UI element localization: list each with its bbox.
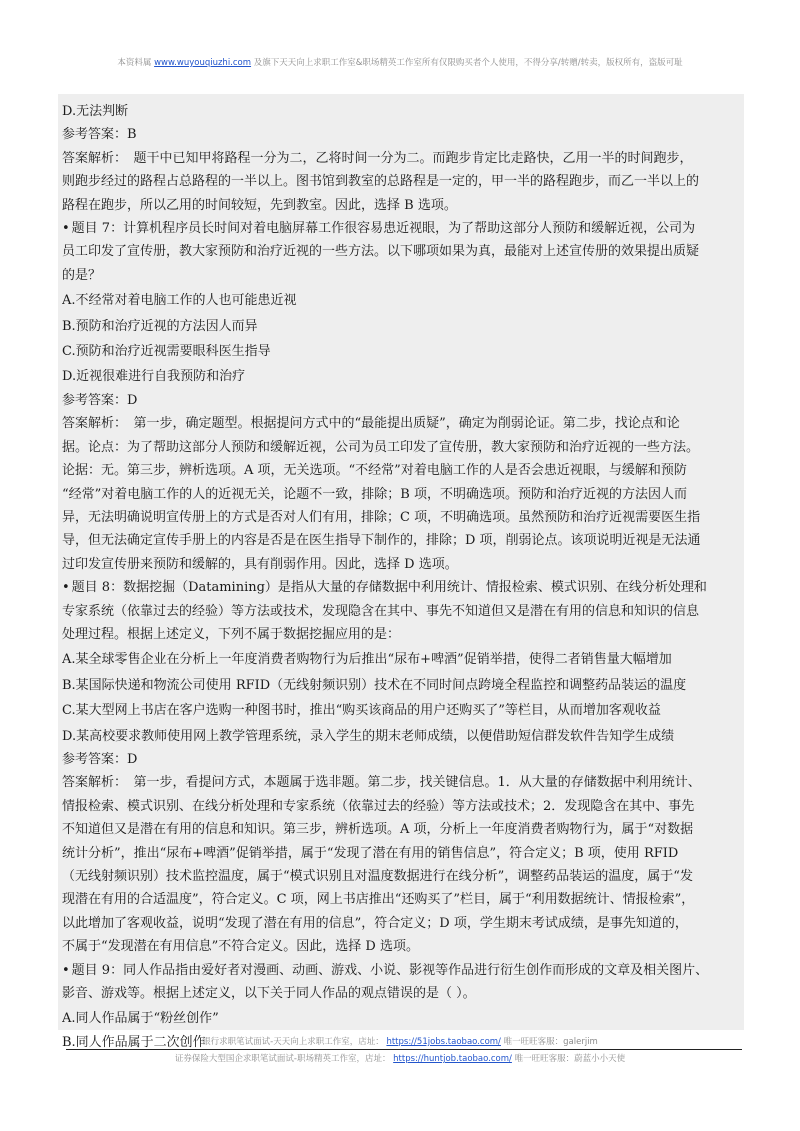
text-line: 不属于“发现潜在有用信息”不符合定义。因此，选择 D 选项。 — [62, 939, 419, 955]
footer-line-2-text: 证券保险大型国企求职笔试面试-职场精英工作室，店址： — [174, 1054, 391, 1064]
text-line: 员工印发了宣传册，教大家预防和治疗近视的一些方法。以下哪项如果为真，最能对上述宣传册的效果提出质疑 — [62, 244, 700, 260]
text-line: 答案解析： 第一步，确定题型。根据提问方式中的“最能提出质疑”，确定为削弱论证。第二步，找论点和论 — [62, 416, 680, 432]
text-line: “经常”对着电脑工作的人的近视无关，论题不一致，排除；B 项，不明确选项。预防和治疗近视的方法因人而 — [62, 486, 687, 502]
text-line: 据。论点：为了帮助这部分人预防和缓解近视，公司为员工印发了宣传册，教大家预防和治疗近视的一些方法。 — [62, 439, 700, 455]
text-line: 的是？ — [62, 267, 102, 283]
footer-line-2 — [0, 1052, 800, 1064]
text-line: D.近视很难进行自我预防和治疗 — [62, 369, 246, 385]
question-heading: • 题目 8：数据挖掘（Datamining）是指从大量的存储数据中利用统计、情报检索、模式识别、在线分析处理和 — [62, 576, 738, 599]
text-line: 处理过程。根据上述定义，下列不属于数据挖掘应用的是： — [62, 626, 401, 642]
text-line: 现潜在有用的合适温度”，符合定义。C 项，网上书店推出“还购买了”栏目，属于“利用数据统计、情报检索”， — [62, 892, 695, 908]
text-line: 专家系统（依靠过去的经验）等方法或技术，发现隐含在其中、事先不知道但又是潜在有用的信息和知识的信息 — [62, 603, 700, 619]
text-line: 不知道但又是潜在有用的信息和知识。第三步，辨析选项。A 项，分析上一年度消费者购物行为，属于“对数据 — [62, 822, 694, 838]
text-line: 则跑步经过的路程占总路程的一半以上。图书馆到教室的总路程是一定的，甲一半的路程跑步，而乙一半以上的 — [62, 174, 700, 190]
question-heading: • 题目 7：计算机程序员长时间对着电脑屏幕工作很容易患近视眼，为了帮助这部分人预防和缓解近视，公司为 — [62, 217, 738, 240]
header-prefix: 本资料属 — [117, 58, 152, 68]
header-site-link[interactable]: www.wuyouqiuzhi.com — [154, 58, 252, 68]
text-line: B.预防和治疗近视的方法因人而异 — [62, 318, 258, 334]
text-line: 以此增加了客观收益，说明“发现了潜在有用的信息”，符合定义；D 项，学生期末考试成绩，是事先知道的， — [62, 915, 688, 931]
text-line: 答案解析： 第一步，看提问方式，本题属于选非题。第二步，找关键信息。1．从大量的存储数据中利用统计、 — [62, 775, 701, 791]
text-line: 论据：无。第三步，辨析选项。A 项，无关选项。“不经常”对着电脑工作的人是否会患近视眼，与缓解和预防 — [62, 463, 687, 479]
text-line: 情报检索、模式识别、在线分析处理和专家系统（依靠过去的经验）等方法或技术；2．发现隐含在其中、事先 — [62, 798, 695, 814]
text-line: C.预防和治疗近视需要眼科医生指导 — [62, 344, 271, 360]
footer-shop-link-1[interactable]: https://51jobs.taobao.com/ — [386, 1037, 501, 1047]
text-line: B.某国际快递和物流公司使用 RFID（无线射频识别）技术在不同时间点跨境全程监控和调整药品装运的温度 — [62, 677, 687, 693]
footer-shop-link-2[interactable]: https://huntjob.taobao.com/ — [393, 1054, 512, 1064]
text-line: 统计分析”，推出“尿布+啤酒”促销举措，属于“发现了潜在有用的销售信息”，符合定义；B 项，使用 RFID — [62, 845, 679, 861]
text-line: C.某大型网上书店在客户选购一种图书时，推出“购买该商品的用户还购买了”等栏目，从而增加客观收益 — [62, 703, 661, 719]
header-suffix: 及旗下天天向上求职工作室&职场精英工作室所有仅限购买者个人使用，不得分享/转赠/转卖，版权所有，盗版可耻 — [253, 58, 683, 68]
text-line: 参考答案：B — [62, 127, 137, 143]
footer-divider — [66, 1049, 742, 1050]
footer-line-1 — [0, 1035, 800, 1047]
text-line: 过印发宣传册来预防和缓解的，具有削弱作用。因此，选择 D 选项。 — [62, 556, 458, 572]
text-line: A.不经常对着电脑工作的人也可能患近视 — [62, 293, 297, 309]
text-line: （无线射频识别）技术监控温度，属于“模式识别且对温度数据进行在线分析”，调整药品装运的温度，属于“发 — [62, 869, 693, 884]
text-line: D.无法判断 — [62, 104, 129, 119]
text-line: 导，但无法确定宣传手册上的内容是否是在医生指导下制作的，排除；D 项，削弱论点。该项说明近视是无法通 — [62, 533, 701, 549]
text-line: B.同人作品属于二次创作 — [62, 1034, 206, 1050]
text-line: 参考答案：D — [62, 751, 138, 767]
question-heading: • 题目 9：同人作品指由爱好者对漫画、动画、游戏、小说、影视等作品进行衍生创作而形成的文章及相关图片、 — [62, 959, 738, 982]
page-header — [0, 56, 800, 68]
text-line: 答案解析： 题干中已知甲将路程一分为二，乙将时间一分为二。而跑步肯定比走路快，乙用一半的时间跑步， — [62, 150, 693, 166]
footer-line-1-text: 银行求职笔试面试-天天向上求职工作室，店址： — [202, 1037, 384, 1047]
text-line: 路程在跑步，所以乙用的时间较短，先到教室。因此，选择 B 选项。 — [62, 197, 457, 213]
text-line: A.某全球零售企业在分析上一年度消费者购物行为后推出“尿布+啤酒”促销举措，使得二者销售量大幅增加 — [62, 652, 672, 668]
text-line: 影音、游戏等。根据上述定义，以下关于同人作品的观点错误的是（ ）。 — [62, 986, 476, 1002]
text-line: A.同人作品属于“粉丝创作” — [62, 1011, 219, 1027]
text-line: 异，无法明确说明宣传册上的方式是否对人们有用，排除；C 项，不明确选项。虽然预防和治疗近视需要医生指 — [62, 509, 701, 525]
text-line: 参考答案：D — [62, 392, 138, 408]
footer-line-2-suffix: 唯一旺旺客服：蔚蓝小小天使 — [514, 1054, 626, 1064]
footer-line-1-suffix: 唯一旺旺客服：galerjim — [503, 1037, 598, 1047]
text-line: D.某高校要求教师使用网上教学管理系统，录入学生的期末老师成绩，以便借助短信群发软件告知学生成绩 — [62, 728, 675, 744]
